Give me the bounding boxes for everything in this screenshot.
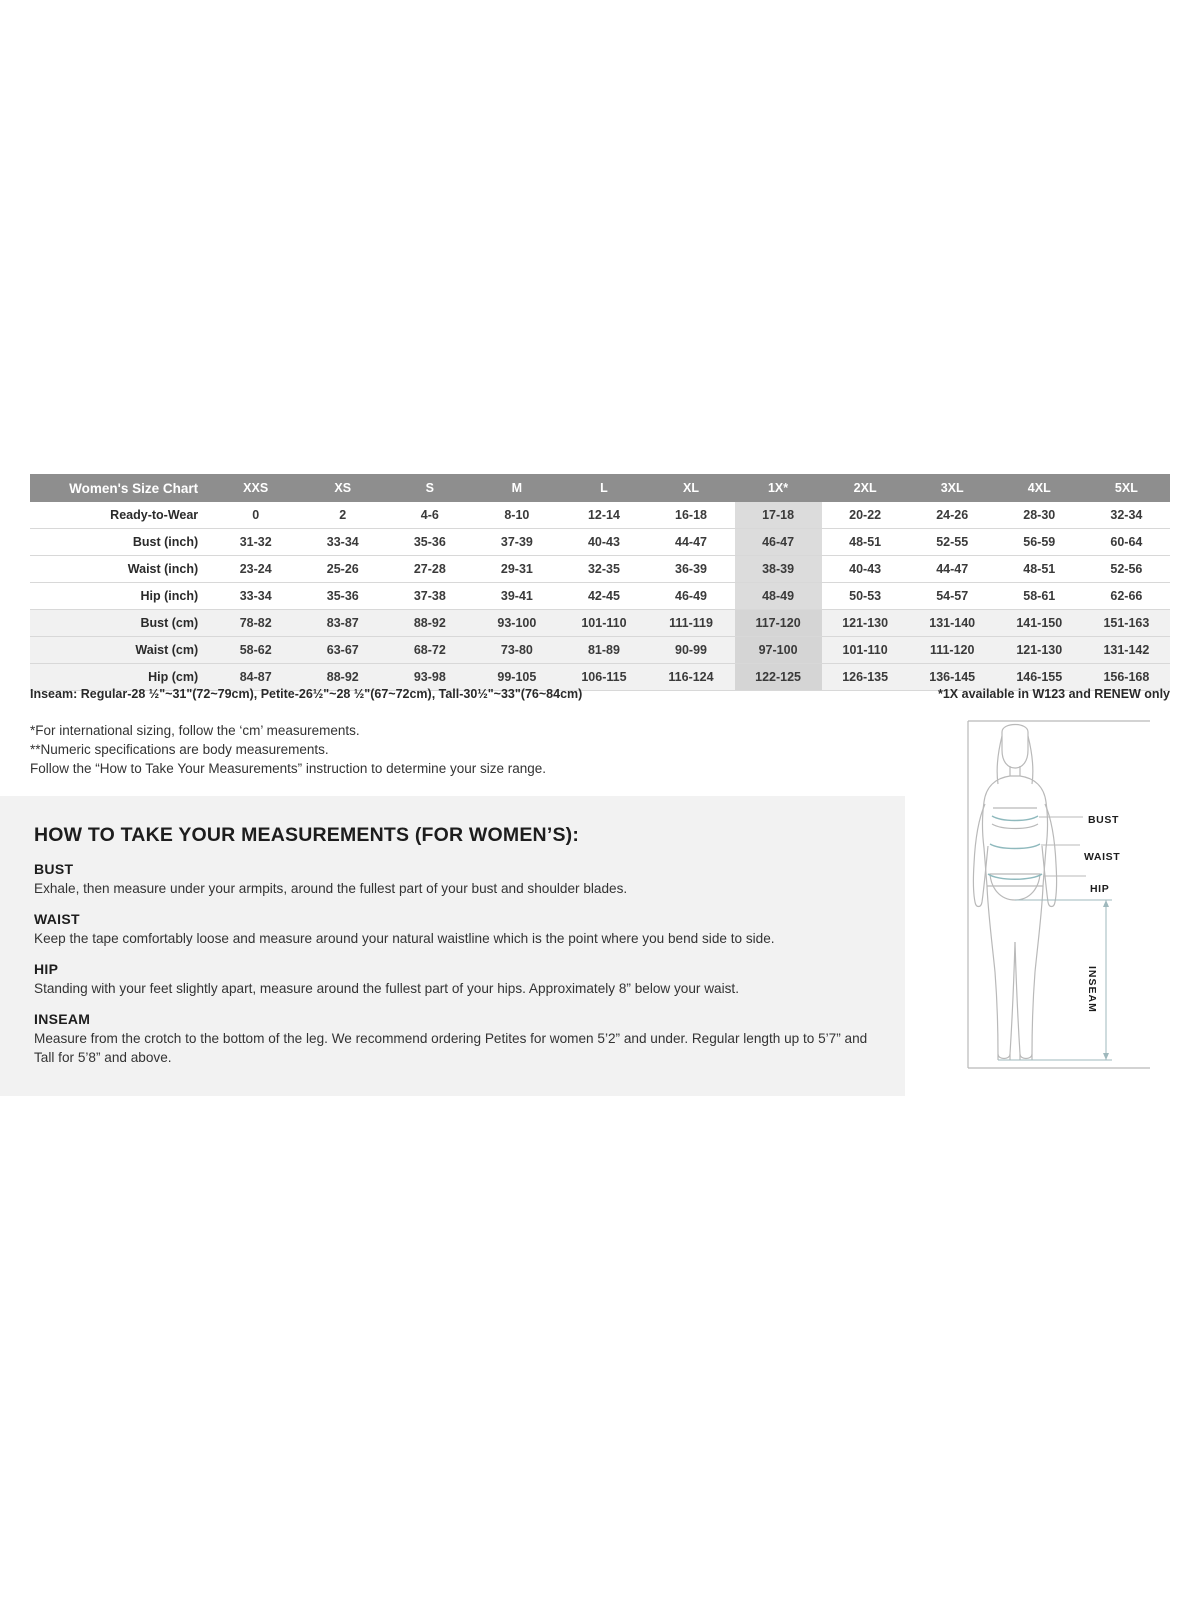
figure-label-waist: WAIST xyxy=(1084,851,1121,863)
cell: 17-18 xyxy=(735,502,822,529)
measure-text-bust: Exhale, then measure under your armpits, around the fullest part of your bust and shoulder blades. xyxy=(34,881,628,896)
cell: 36-39 xyxy=(675,562,707,576)
cell: 32-35 xyxy=(587,562,620,576)
cell: 131-142 xyxy=(1103,643,1150,657)
cell: 56-59 xyxy=(996,529,1083,556)
figure-label-bust: BUST xyxy=(1088,814,1119,826)
cell: 24-26 xyxy=(936,508,969,522)
measure-heading-waist: WAIST xyxy=(34,911,80,927)
inseam-note: Inseam: Regular-28 ½"~31"(72~79cm), Petite-26½"~28 ½"(67~72cm), Tall-30½"~33"(76~84cm) xyxy=(30,687,583,701)
cell: 48-51 xyxy=(822,529,909,556)
cell: 33-34 xyxy=(299,529,386,556)
cell: 88-92 xyxy=(326,670,359,684)
col-header-xxs: XXS xyxy=(212,474,299,502)
cell: 2 xyxy=(339,508,347,522)
cell: 25-26 xyxy=(326,562,359,576)
how-to-measure-panel xyxy=(0,796,905,1096)
cell: 93-100 xyxy=(473,610,560,637)
table-row-waist-inch xyxy=(30,556,1170,583)
cell: 0 xyxy=(252,508,260,522)
cell: 111-120 xyxy=(929,643,975,657)
measure-heading-bust: BUST xyxy=(34,861,74,877)
cell: 156-168 xyxy=(1103,670,1150,684)
cell: 60-64 xyxy=(1083,529,1170,556)
inseam-note-row xyxy=(30,687,1170,701)
measure-text-waist: Keep the tape comfortably loose and measure around your natural waistline which is the point where you bend side to side. xyxy=(34,931,775,946)
cell: 35-36 xyxy=(386,529,473,556)
row-label: Ready-to-Wear xyxy=(110,508,199,522)
measure-text-inseam: Measure from the crotch to the bottom of the leg. We recommend ordering Petites for women 5’2” and under. Regular length up to 5’7” and Tall for 5’8” and above. xyxy=(34,1031,868,1065)
col-header-xs: XS xyxy=(299,474,386,502)
size-chart-table xyxy=(30,474,1170,691)
cell: 39-41 xyxy=(500,589,533,603)
cell: 111-119 xyxy=(647,610,734,637)
cell: 40-43 xyxy=(849,562,882,576)
cell: 126-135 xyxy=(842,670,889,684)
col-header-m: M xyxy=(473,474,560,502)
note-international-sizing: *For international sizing, follow the ‘cm’ measurements. xyxy=(30,723,360,738)
note-numeric-specifications: **Numeric specifications are body measurements. xyxy=(30,742,329,757)
row-label: Waist (cm) xyxy=(30,637,212,664)
how-to-title: HOW TO TAKE YOUR MEASUREMENTS (FOR WOMEN’S): xyxy=(34,824,580,846)
cell: 151-163 xyxy=(1083,610,1170,637)
table-row-waist-cm xyxy=(30,637,1170,664)
cell: 141-150 xyxy=(996,610,1083,637)
cell: 68-72 xyxy=(413,643,446,657)
cell: 97-100 xyxy=(735,637,822,664)
cell: 28-30 xyxy=(1023,508,1056,522)
cell: 50-53 xyxy=(849,589,882,603)
cell: 46-47 xyxy=(735,529,822,556)
figure-label-hip: HIP xyxy=(1090,883,1110,895)
cell: 29-31 xyxy=(500,562,533,576)
cell: 99-105 xyxy=(497,670,537,684)
table-row-ready-to-wear xyxy=(30,502,1170,529)
cell: 33-34 xyxy=(239,589,272,603)
col-header-3xl: 3XL xyxy=(909,474,996,502)
col-header-4xl: 4XL xyxy=(996,474,1083,502)
measure-heading-inseam: INSEAM xyxy=(34,1011,91,1027)
cell: 52-56 xyxy=(1110,562,1143,576)
cell: 131-140 xyxy=(909,610,996,637)
cell: 52-55 xyxy=(909,529,996,556)
cell: 8-10 xyxy=(504,508,530,522)
cell: 27-28 xyxy=(413,562,446,576)
cell: 93-98 xyxy=(413,670,446,684)
cell: 37-39 xyxy=(473,529,560,556)
cell: 121-130 xyxy=(1016,643,1063,657)
cell: 48-49 xyxy=(735,583,822,610)
female-body-diagram-icon xyxy=(940,716,1170,1086)
cell: 46-49 xyxy=(675,589,707,603)
cell: 81-89 xyxy=(587,643,620,657)
cell: 116-124 xyxy=(668,670,714,684)
cell: 121-130 xyxy=(822,610,909,637)
table-header xyxy=(30,474,1170,502)
cell: 37-38 xyxy=(413,589,446,603)
cell: 48-51 xyxy=(1023,562,1056,576)
cell: 136-145 xyxy=(929,670,976,684)
row-label: Hip (inch) xyxy=(140,589,199,603)
measure-heading-hip: HIP xyxy=(34,961,59,977)
col-header-5xl: 5XL xyxy=(1083,474,1170,502)
cell: 4-6 xyxy=(420,508,439,522)
table-row-hip-inch xyxy=(30,583,1170,610)
cell: 44-47 xyxy=(647,529,734,556)
col-header-2xl: 2XL xyxy=(822,474,909,502)
cell: 58-61 xyxy=(1023,589,1056,603)
table-body xyxy=(30,502,1170,691)
cell: 73-80 xyxy=(500,643,533,657)
table-header-row xyxy=(30,474,1170,502)
col-header-1x: 1X* xyxy=(735,474,822,502)
one-x-availability-note: *1X available in W123 and RENEW only xyxy=(937,687,1170,701)
measurement-figure xyxy=(940,716,1170,1086)
cell: 16-18 xyxy=(675,508,707,522)
col-header-s: S xyxy=(386,474,473,502)
row-label: Bust (cm) xyxy=(30,610,212,637)
row-label: Hip (cm) xyxy=(30,664,212,691)
cell: 35-36 xyxy=(326,589,359,603)
table-row-bust-inch xyxy=(30,529,1170,556)
table-corner-label: Women's Size Chart xyxy=(30,474,212,502)
size-chart-table-wrapper xyxy=(30,474,1170,691)
cell: 101-110 xyxy=(560,610,647,637)
row-label: Waist (inch) xyxy=(127,562,199,576)
cell: 32-34 xyxy=(1110,508,1143,522)
cell: 146-155 xyxy=(1016,670,1063,684)
cell: 63-67 xyxy=(326,643,359,657)
cell: 84-87 xyxy=(239,670,272,684)
note-follow-instruction: Follow the “How to Take Your Measurements” instruction to determine your size range. xyxy=(30,761,546,776)
figure-label-inseam: INSEAM xyxy=(1086,966,1098,1013)
cell: 90-99 xyxy=(675,643,707,657)
cell: 38-39 xyxy=(735,556,822,583)
cell: 101-110 xyxy=(842,643,888,657)
cell: 12-14 xyxy=(587,508,620,522)
cell: 42-45 xyxy=(587,589,620,603)
cell: 88-92 xyxy=(386,610,473,637)
cell: 31-32 xyxy=(212,529,299,556)
row-label: Bust (inch) xyxy=(30,529,212,556)
cell: 122-125 xyxy=(735,664,822,691)
cell: 44-47 xyxy=(936,562,969,576)
col-header-xl: XL xyxy=(647,474,734,502)
cell: 40-43 xyxy=(560,529,647,556)
cell: 23-24 xyxy=(239,562,272,576)
col-header-l: L xyxy=(560,474,647,502)
cell: 20-22 xyxy=(849,508,882,522)
table-row-bust-cm xyxy=(30,610,1170,637)
measure-text-hip: Standing with your feet slightly apart, measure around the fullest part of your hips. Approximately 8” below your waist. xyxy=(34,981,739,996)
cell: 106-115 xyxy=(581,670,627,684)
cell: 54-57 xyxy=(936,589,969,603)
cell: 78-82 xyxy=(212,610,299,637)
cell: 58-62 xyxy=(239,643,272,657)
cell: 62-66 xyxy=(1110,589,1143,603)
cell: 83-87 xyxy=(299,610,386,637)
sizing-notes xyxy=(30,721,850,778)
cell: 117-120 xyxy=(735,610,822,637)
